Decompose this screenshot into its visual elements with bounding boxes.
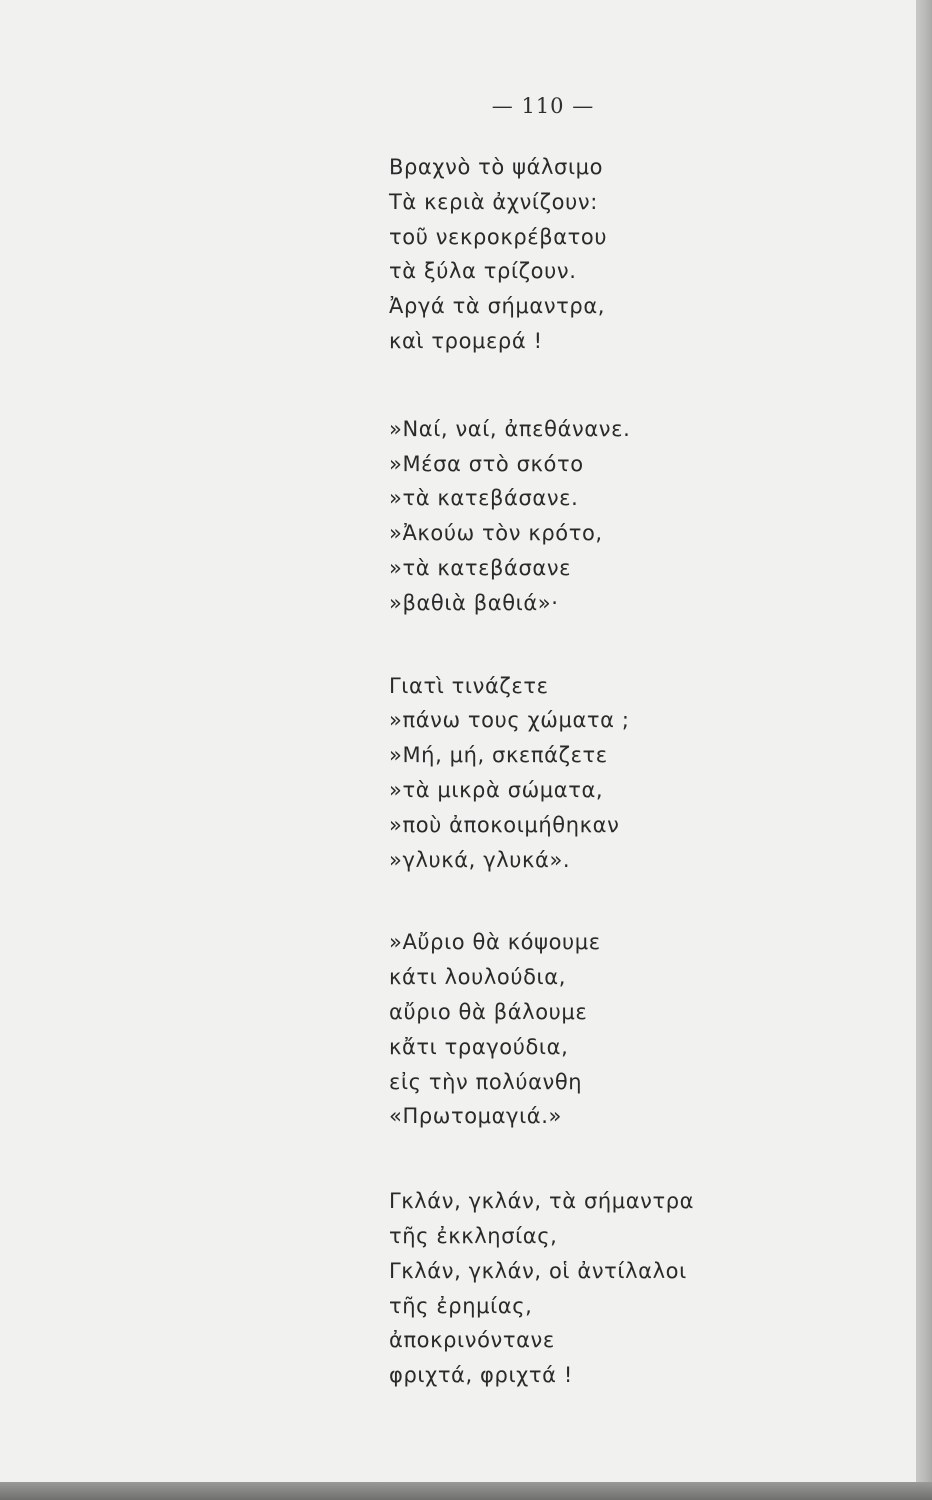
verse-line: Γιατὶ τινάζετε	[389, 673, 549, 698]
stanza	[389, 925, 889, 1134]
verse-line: »Ἀκούω τὸν κρότο,	[389, 521, 603, 546]
verse-line: »Μή, μή, σκεπάζετε	[389, 743, 608, 768]
stanza	[389, 150, 889, 359]
verse-line: τοῦ νεκροκρέβατου	[389, 224, 608, 249]
verse-line: Τὰ κεριὰ ἀχνίζουν:	[389, 189, 598, 214]
verse-line: εἰς τὴν πολύανθη	[389, 1069, 583, 1094]
verse-line: Γκλάν, γκλάν, τὰ σήμαντρα	[389, 1189, 695, 1214]
stanza	[389, 669, 889, 878]
verse-line: τὰ ξύλα τρίζουν.	[389, 259, 577, 284]
verse-line: τῆς ἐρημίας,	[389, 1293, 533, 1318]
verse-line: αὔριο θὰ βάλουμε	[389, 999, 588, 1024]
verse-line: κἄτι τραγούδια,	[389, 1034, 569, 1059]
verse-line: »Ναί, ναί, ἀπεθάνανε.	[389, 416, 631, 441]
verse-line: »πάνω τους χώματα ;	[389, 708, 630, 733]
stanza	[389, 1184, 889, 1393]
page-number: — 110 —	[491, 94, 595, 118]
verse-line: »γλυκά, γλυκά».	[389, 847, 571, 872]
verse-line: »Αὔριο θὰ κόψουμε	[389, 930, 601, 955]
verse-line: Ἀργά τὰ σήμαντρα,	[389, 294, 606, 319]
verse-line: »Μέσα στὸ σκότο	[389, 451, 584, 476]
page-edge-bottom	[0, 1482, 932, 1500]
verse-line: »τὰ κατεβάσανε.	[389, 486, 579, 511]
verse-line: »ποὺ ἀποκοιμήθηκαν	[389, 812, 620, 837]
verse-line: κάτι λουλούδια,	[389, 965, 566, 990]
verse-line: Γκλάν, γκλάν, οἱ ἀντίλαλοι	[389, 1258, 687, 1283]
poem	[389, 150, 889, 1393]
verse-line: φριχτά, φριχτά !	[389, 1363, 573, 1388]
page-edge-right	[916, 0, 932, 1500]
verse-line: ἀποκρινόντανε	[389, 1328, 555, 1353]
verse-line: »βαθιὰ βαθιά»·	[389, 590, 559, 615]
verse-line: τῆς ἐκκλησίας,	[389, 1223, 558, 1248]
stanza	[389, 412, 889, 621]
verse-line: »τὰ μικρὰ σώματα,	[389, 777, 604, 802]
verse-line: »τὰ κατεβάσανε	[389, 555, 572, 580]
verse-line: Βραχνὸ τὸ ψάλσιμο	[389, 155, 604, 179]
verse-line: «Πρωτομαγιά.»	[389, 1104, 562, 1129]
verse-line: καὶ τρομερά !	[389, 328, 543, 353]
